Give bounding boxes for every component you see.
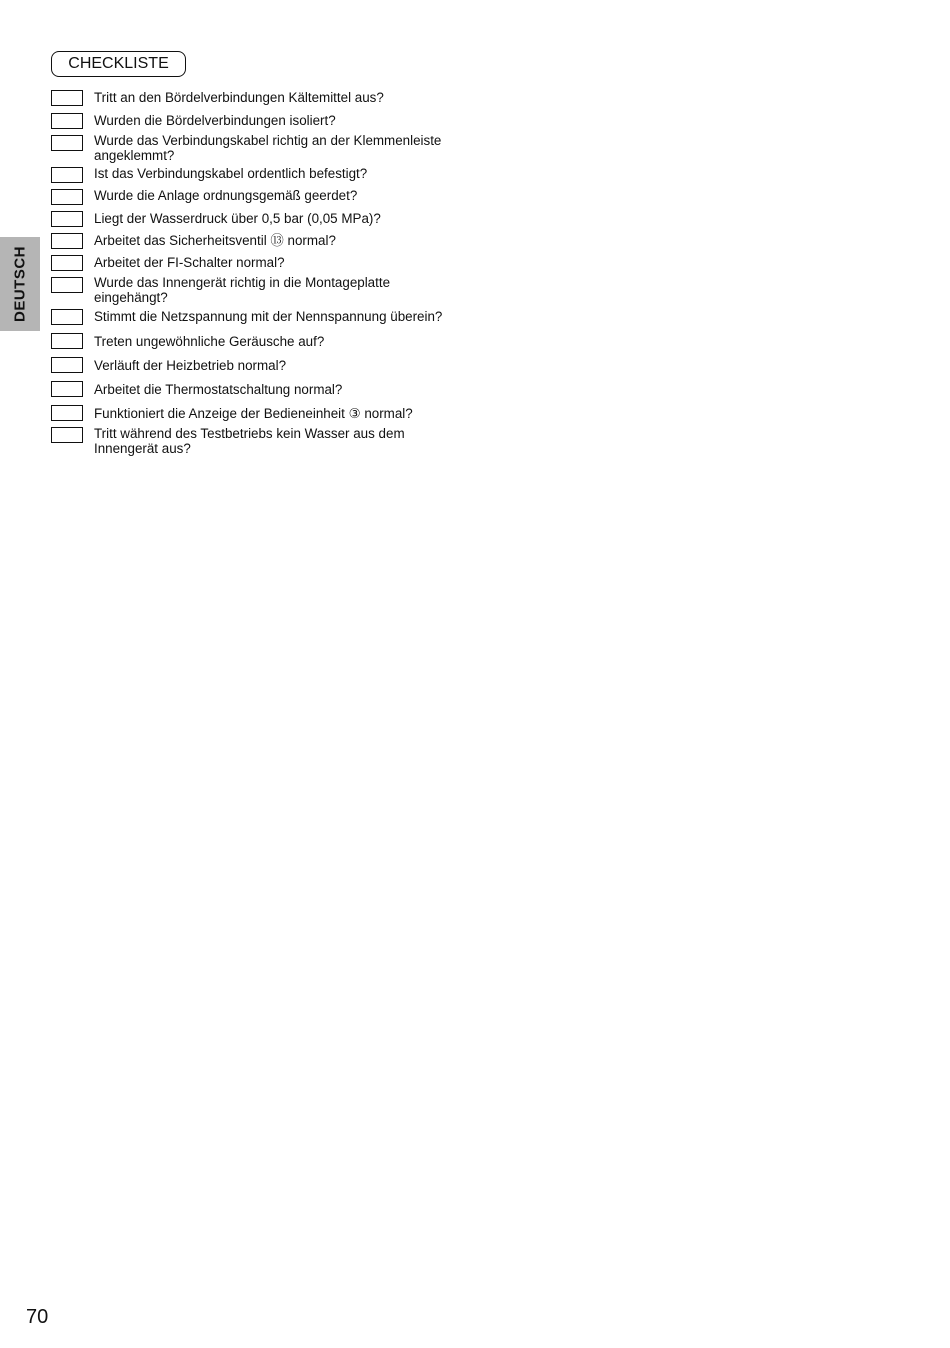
checklist-item-text: Wurde das Verbindungskabel richtig an der Klemmenleiste angeklemmt? [94,133,442,163]
checkbox[interactable] [51,309,83,325]
checkbox[interactable] [51,233,83,249]
checklist-item-text: Arbeitet der FI-Schalter normal? [94,255,285,270]
language-side-tab [0,237,40,331]
checklist-item-text: Arbeitet das Sicherheitsventil ⑬ normal? [94,233,336,248]
language-tab-label: DEUTSCH [11,245,29,323]
checkbox[interactable] [51,255,83,271]
checklist-item-text: Wurde das Innengerät richtig in die Montageplatte eingehängt? [94,275,391,305]
checkbox[interactable] [51,211,83,227]
checkbox[interactable] [51,113,83,129]
checkbox[interactable] [51,381,83,397]
checklist-item-text: Wurden die Bördelverbindungen isoliert? [94,113,336,128]
checklist-item-text: Ist das Verbindungskabel ordentlich befestigt? [94,166,368,181]
section-title: CHECKLISTE [51,51,186,77]
checkbox[interactable] [51,405,83,421]
checklist-item-text: Funktioniert die Anzeige der Bedieneinheit ③ normal? [94,406,413,421]
checkbox[interactable] [51,135,83,151]
checklist-item-text: Tritt während des Testbetriebs kein Wasser aus dem Innengerät aus? [94,426,405,456]
checklist-item-text: Wurde die Anlage ordnungsgemäß geerdet? [94,188,358,203]
checkbox[interactable] [51,333,83,349]
checkbox[interactable] [51,427,83,443]
checklist-item-text: Stimmt die Netzspannung mit der Nennspannung überein? [94,309,443,324]
checkbox[interactable] [51,277,83,293]
checklist-item-text: Tritt an den Bördelverbindungen Kältemittel aus? [94,90,384,105]
checkbox[interactable] [51,357,83,373]
checklist-item-text: Treten ungewöhnliche Geräusche auf? [94,334,325,349]
checklist-item-text: Verläuft der Heizbetrieb normal? [94,358,287,373]
checkbox[interactable] [51,90,83,106]
checklist-item-text: Liegt der Wasserdruck über 0,5 bar (0,05 MPa)? [94,211,381,226]
checkbox[interactable] [51,167,83,183]
checkbox[interactable] [51,189,83,205]
page-number: 70 [26,1306,49,1328]
checklist-item-text: Arbeitet die Thermostatschaltung normal? [94,382,343,397]
